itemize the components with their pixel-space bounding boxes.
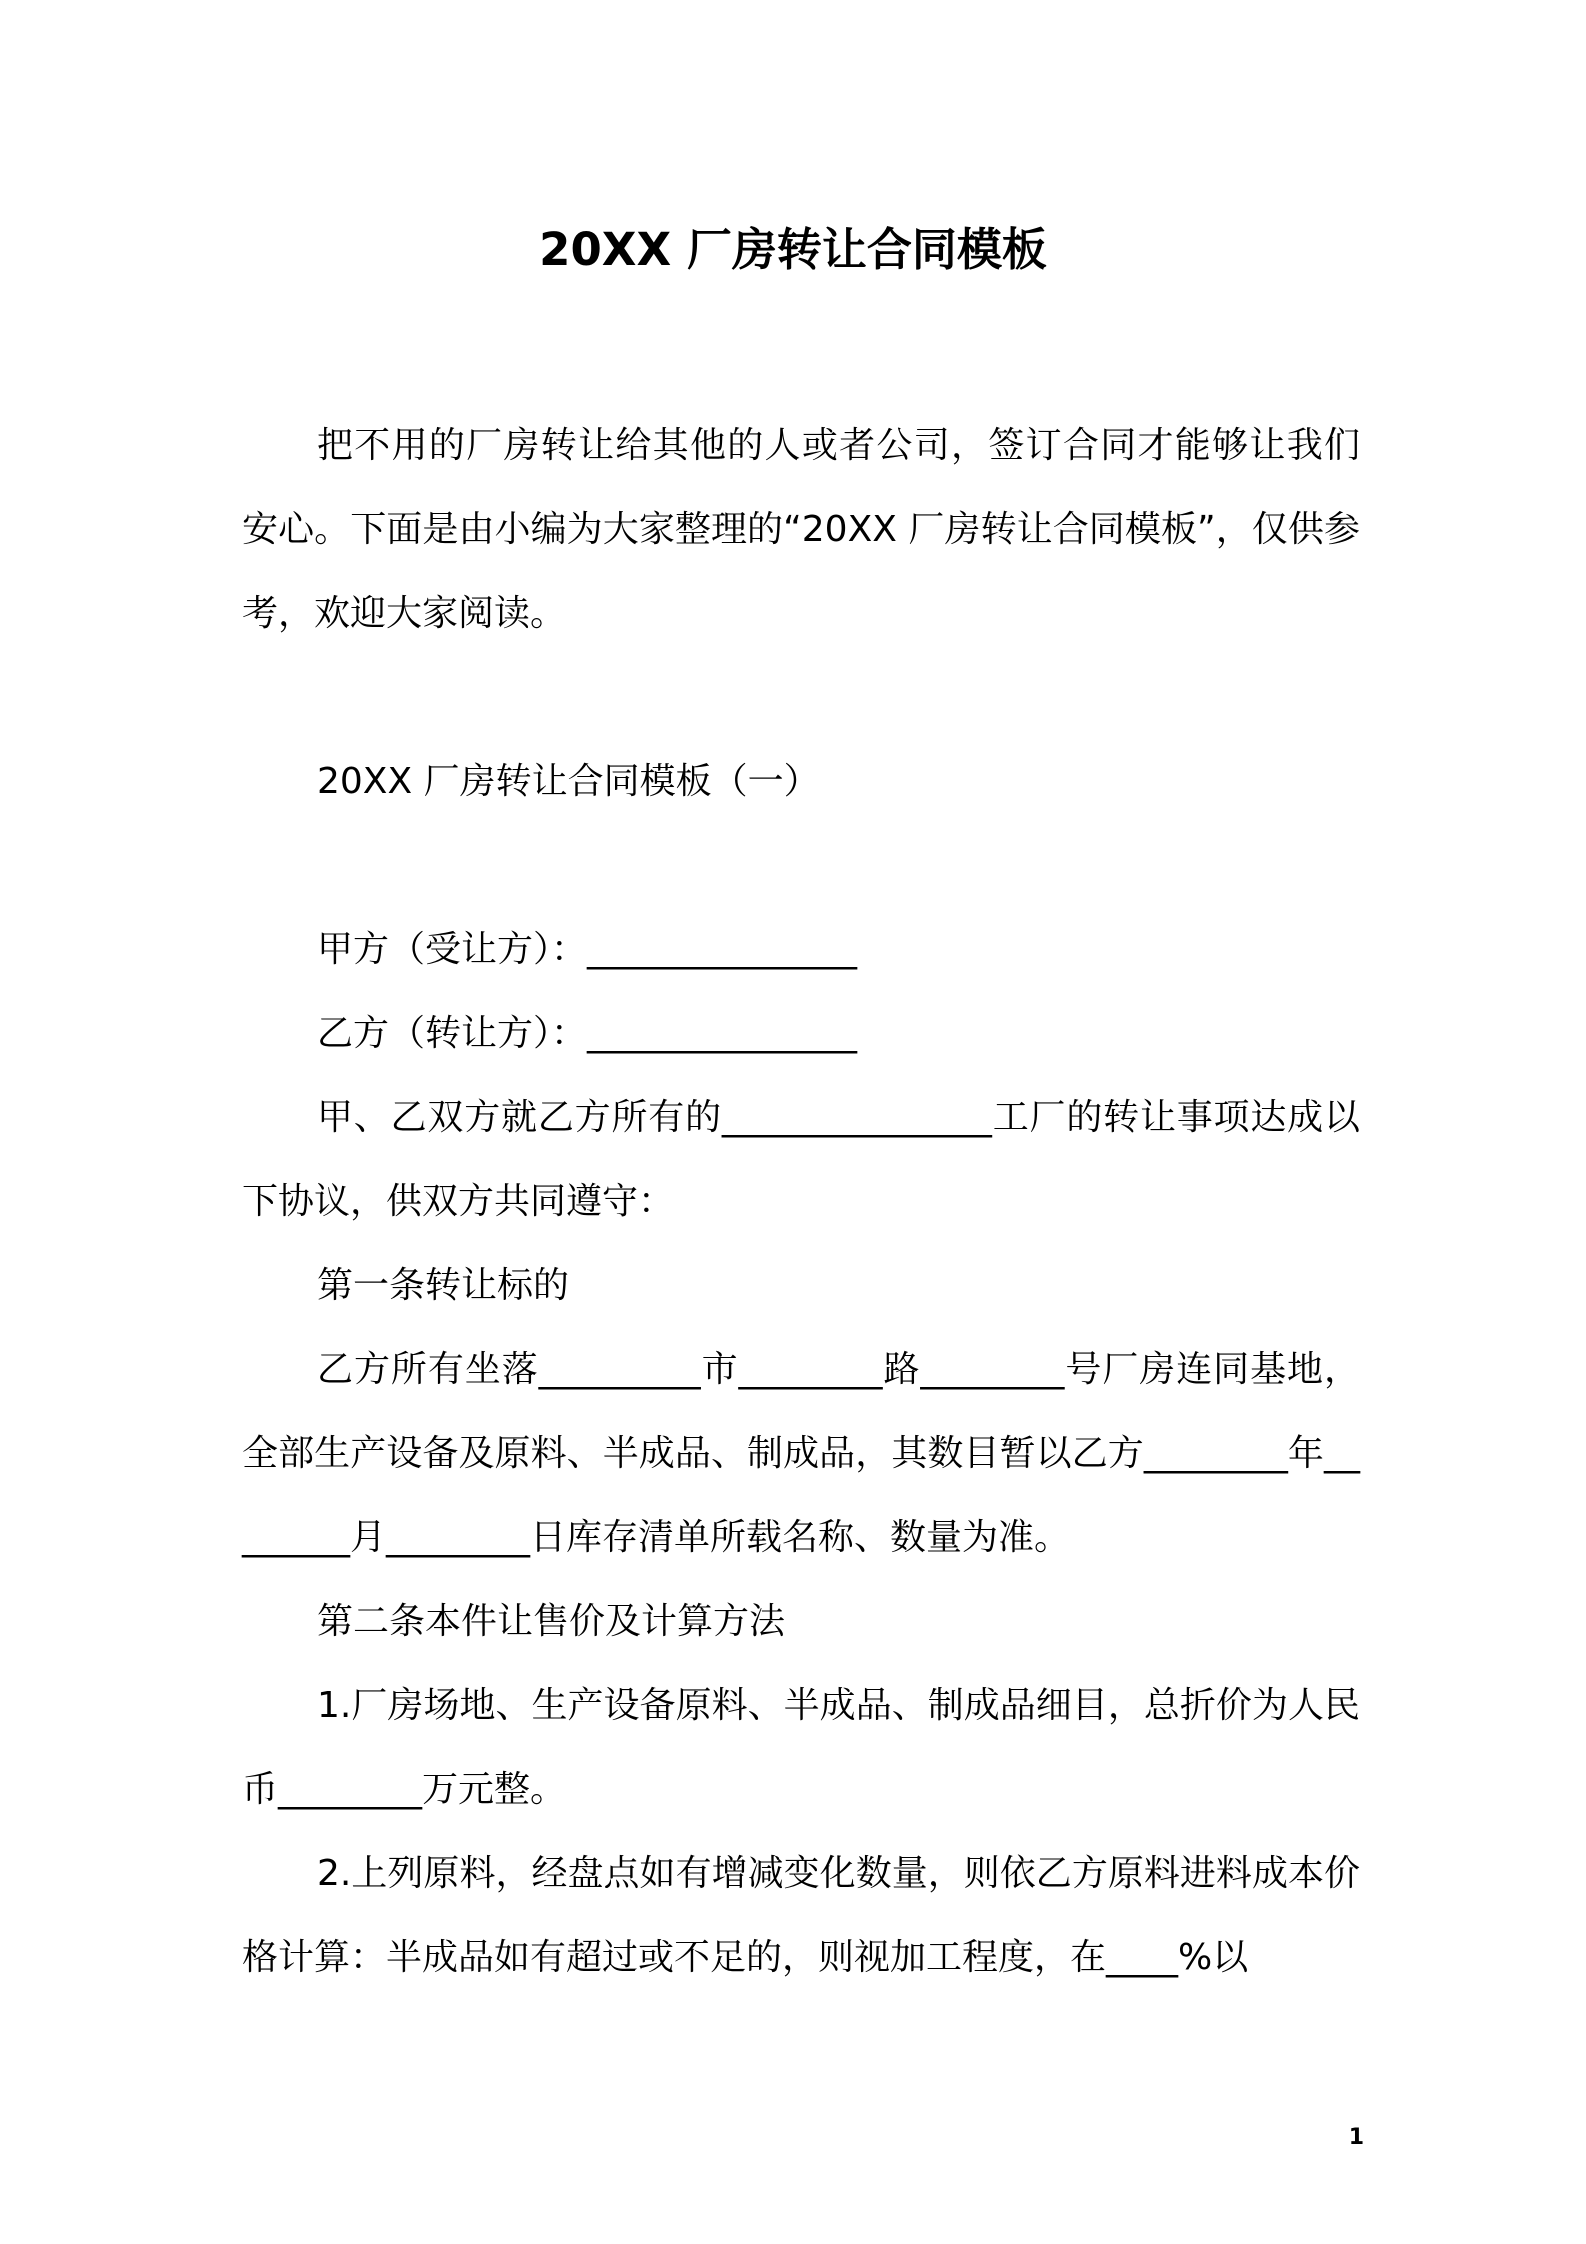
article-1-title: 第一条转让标的: [317, 1265, 570, 1306]
document-title: 20XX 厂房转让合同模板: [539, 223, 1047, 276]
spacer: [242, 824, 1360, 908]
party-b-line: 乙方（转让方）：_______________: [317, 1013, 858, 1054]
article-2-title: 第二条本件让售价及计算方法: [317, 1601, 786, 1642]
article-1-body: 乙方所有坐落_________市________路________号厂房连同基地，全部生产设备及原料、半成品、制成品，其数目暂以乙方________年________月________日库存清单所载名称、数量为准。: [242, 1349, 1360, 1558]
intro-paragraph: 把不用的厂房转让给其他的人或者公司，签订合同才能够让我们安心。下面是由小编为大家整理的“20XX 厂房转让合同模板”，仅供参考，欢迎大家阅读。: [242, 425, 1360, 634]
spacer: [242, 656, 1360, 740]
article-2-item-2: 2.上列原料，经盘点如有增减变化数量，则依乙方原料进料成本价格计算：半成品如有超过或不足的，则视加工程度，在____%以: [242, 1853, 1360, 1978]
section-heading: 20XX 厂房转让合同模板（一）: [317, 761, 820, 802]
page-number: 1: [1348, 2125, 1364, 2150]
party-a-line: 甲方（受让方）：_______________: [317, 929, 858, 970]
article-2-item-1: 1.厂房场地、生产设备原料、半成品、制成品细目，总折价为人民币________万元整。: [242, 1685, 1360, 1810]
document-body: [242, 404, 1360, 2000]
agreement-paragraph: 甲、乙双方就乙方所有的_______________工厂的转让事项达成以下协议，供双方共同遵守：: [242, 1097, 1360, 1222]
